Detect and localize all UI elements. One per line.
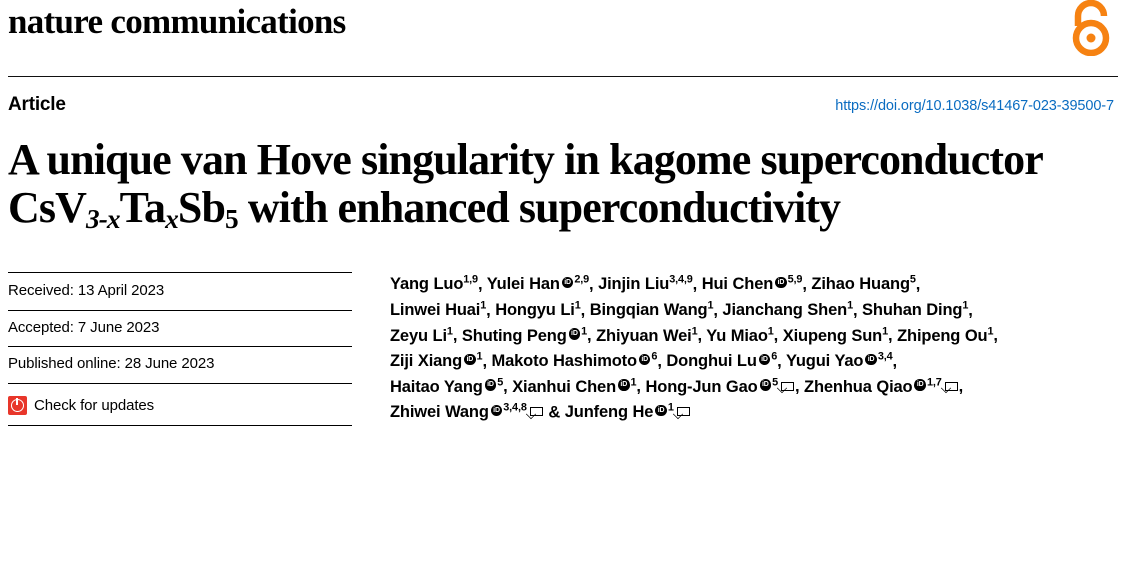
email-icon[interactable]	[530, 407, 543, 416]
accepted-date: Accepted: 7 June 2023	[8, 311, 352, 348]
author-entry[interactable]	[722, 301, 853, 319]
affiliation-superscript: 2,9	[574, 273, 590, 286]
affiliation-superscript: 1	[962, 299, 969, 312]
article-type-row	[8, 94, 1118, 130]
author-entry[interactable]	[862, 301, 968, 319]
author-entry[interactable]	[512, 378, 636, 396]
author-separator: ,	[589, 275, 599, 294]
author-separator: ,	[852, 301, 863, 320]
author-entry[interactable]	[811, 275, 915, 293]
author-name: Zeyu Li	[390, 326, 447, 345]
title-formula-pre: superconductor CsV	[8, 135, 1043, 232]
title-line-1: A unique van Hove singularity in kagome	[8, 135, 751, 184]
author-separator: ,	[968, 301, 973, 320]
author-separator: ,	[915, 275, 921, 294]
author-name: Zhiwei Wang	[390, 403, 489, 422]
author-separator: ,	[452, 326, 462, 345]
author-separator: ,	[794, 377, 805, 396]
author-name: Zhipeng Ou	[897, 326, 988, 345]
affiliation-superscript: 1	[882, 325, 889, 338]
orcid-icon[interactable]	[760, 379, 772, 391]
author-entry[interactable]	[492, 352, 658, 370]
affiliation-superscript: 3,4,8	[503, 401, 527, 414]
author-line	[390, 298, 1118, 324]
author-separator: ,	[657, 352, 667, 371]
affiliation-superscript: 1	[630, 376, 637, 389]
affiliation-superscript: 1	[691, 325, 698, 338]
author-separator: ,	[580, 301, 590, 320]
email-icon[interactable]	[781, 382, 794, 391]
author-separator: ,	[486, 301, 496, 320]
author-name: Yang Luo	[390, 275, 464, 294]
orcid-icon[interactable]	[775, 277, 787, 289]
affiliation-superscript: 1	[847, 299, 853, 312]
crossmark-icon	[8, 396, 27, 415]
author-name: Linwei Huai	[390, 301, 481, 320]
author-name: Hui Chen	[701, 275, 774, 294]
author-entry[interactable]	[390, 275, 478, 293]
author-entry[interactable]	[590, 301, 714, 319]
authors-block	[390, 272, 1118, 425]
affiliation-superscript: 6	[651, 350, 658, 363]
author-name: Yugui Yao	[785, 352, 864, 371]
author-separator: ,	[892, 352, 897, 371]
author-separator: ,	[802, 275, 812, 294]
author-name: Junfeng He	[564, 403, 654, 422]
journal-title: nature communications	[8, 2, 346, 41]
author-name: Yulei Han	[486, 275, 560, 294]
author-separator: &	[543, 403, 565, 422]
open-access-icon	[1068, 0, 1114, 56]
affiliation-superscript: 1	[574, 299, 581, 312]
orcid-icon[interactable]	[562, 277, 574, 289]
check-for-updates[interactable]	[8, 384, 352, 426]
author-name: Ziji Xiang	[390, 352, 463, 371]
author-entry[interactable]	[565, 403, 691, 421]
author-list	[368, 272, 1118, 426]
orcid-icon[interactable]	[655, 405, 667, 417]
author-entry[interactable]	[702, 275, 803, 293]
affiliation-superscript: 1	[767, 325, 774, 338]
author-entry[interactable]	[897, 327, 993, 345]
author-name: Zhenhua Qiao	[804, 377, 913, 396]
article-meta	[8, 272, 1118, 426]
affiliation-superscript: 1	[667, 401, 674, 414]
title-formula-ta: Ta	[119, 182, 166, 232]
author-name: Jianchang Shen	[722, 301, 848, 320]
affiliation-superscript: 5,9	[787, 273, 803, 286]
author-line	[390, 272, 1118, 298]
author-line	[390, 349, 1118, 375]
orcid-icon[interactable]	[464, 354, 476, 366]
affiliation-superscript: 1,7	[926, 376, 942, 389]
author-separator: ,	[993, 326, 998, 345]
title-sub-x: x	[165, 203, 178, 234]
affiliation-superscript: 5	[772, 376, 778, 389]
author-entry[interactable]	[598, 275, 693, 293]
author-separator: ,	[777, 352, 786, 371]
author-entry[interactable]	[487, 275, 589, 293]
title-sub-5: 5	[225, 203, 238, 234]
page-title	[8, 136, 1118, 234]
author-name: Makoto Hashimoto	[491, 352, 637, 371]
author-separator: ,	[692, 275, 702, 294]
doi-link[interactable]: https://doi.org/10.1038/s41467-023-39500-7	[835, 98, 1114, 114]
author-entry[interactable]	[390, 403, 544, 421]
author-name: Xiupeng Sun	[782, 326, 883, 345]
author-entry[interactable]	[804, 378, 959, 396]
author-name: Zhiyuan Wei	[596, 326, 692, 345]
author-separator: ,	[503, 377, 513, 396]
author-name: Yu Miao	[706, 326, 768, 345]
affiliation-superscript: 1,9	[463, 273, 478, 286]
author-name: Donghui Lu	[666, 352, 757, 371]
orcid-icon[interactable]	[569, 328, 581, 340]
affiliation-superscript: 1	[446, 325, 453, 338]
author-line	[390, 323, 1118, 349]
author-entry[interactable]	[646, 378, 795, 396]
affiliation-superscript: 3,4,9	[669, 273, 693, 286]
affiliation-superscript: 1	[581, 325, 588, 338]
author-separator: ,	[958, 377, 964, 396]
published-date: Published online: 28 June 2023	[8, 347, 352, 384]
author-name: Shuting Peng	[461, 326, 567, 345]
author-name: Xianhui Chen	[512, 377, 617, 396]
author-name: Zihao Huang	[811, 275, 910, 294]
author-line	[390, 400, 1118, 426]
author-entry[interactable]	[462, 327, 587, 345]
orcid-icon[interactable]	[491, 405, 503, 417]
author-line	[390, 374, 1118, 400]
author-entry[interactable]	[786, 352, 893, 370]
orcid-icon[interactable]	[759, 354, 771, 366]
author-separator: ,	[888, 326, 898, 345]
author-name: Hongyu Li	[495, 301, 575, 320]
author-separator: ,	[477, 275, 487, 294]
title-tail: with enhanced	[237, 182, 509, 232]
affiliation-superscript: 5	[909, 273, 916, 286]
author-separator: ,	[773, 326, 783, 345]
publication-history	[8, 272, 368, 426]
article-type-label: Article	[8, 94, 66, 115]
author-separator: ,	[713, 301, 723, 320]
author-entry[interactable]	[783, 327, 888, 345]
check-for-updates-label: Check for updates	[34, 397, 155, 415]
title-line-3: superconductivity	[518, 182, 841, 232]
author-name: Jinjin Liu	[598, 275, 670, 294]
email-icon[interactable]	[677, 407, 690, 416]
author-name: Hong-Jun Gao	[645, 377, 758, 396]
author-separator: ,	[482, 352, 492, 371]
author-name: Haitao Yang	[390, 377, 483, 396]
title-formula-sb: Sb	[177, 182, 226, 232]
email-icon[interactable]	[945, 382, 958, 391]
author-entry[interactable]	[390, 352, 482, 370]
author-name: Shuhan Ding	[862, 301, 963, 320]
affiliation-superscript: 1	[476, 350, 483, 363]
author-entry[interactable]	[390, 378, 503, 396]
orcid-icon[interactable]	[618, 379, 630, 391]
masthead-divider	[8, 76, 1118, 77]
author-entry[interactable]	[596, 327, 697, 345]
author-entry[interactable]	[390, 301, 486, 319]
received-date: Received: 13 April 2023	[8, 272, 352, 311]
author-entry[interactable]	[666, 352, 777, 370]
orcid-icon[interactable]	[865, 354, 877, 366]
affiliation-superscript: 6	[771, 350, 778, 363]
orcid-icon[interactable]	[485, 379, 497, 391]
title-sub-3x: 3-x	[85, 203, 120, 234]
author-entry[interactable]	[495, 301, 580, 319]
affiliation-superscript: 1	[480, 299, 487, 312]
affiliation-superscript: 3,4	[877, 350, 893, 363]
orcid-icon[interactable]	[639, 354, 651, 366]
author-entry[interactable]	[706, 327, 773, 345]
journal-masthead	[8, 0, 1118, 76]
author-entry[interactable]	[390, 327, 453, 345]
affiliation-superscript: 1	[987, 325, 994, 338]
author-separator: ,	[697, 326, 707, 345]
author-name: Bingqian Wang	[589, 301, 708, 320]
affiliation-superscript: 1	[707, 299, 714, 312]
orcid-icon[interactable]	[914, 379, 926, 391]
author-separator: ,	[587, 326, 597, 345]
affiliation-superscript: 5	[497, 376, 504, 389]
author-separator: ,	[636, 377, 646, 396]
